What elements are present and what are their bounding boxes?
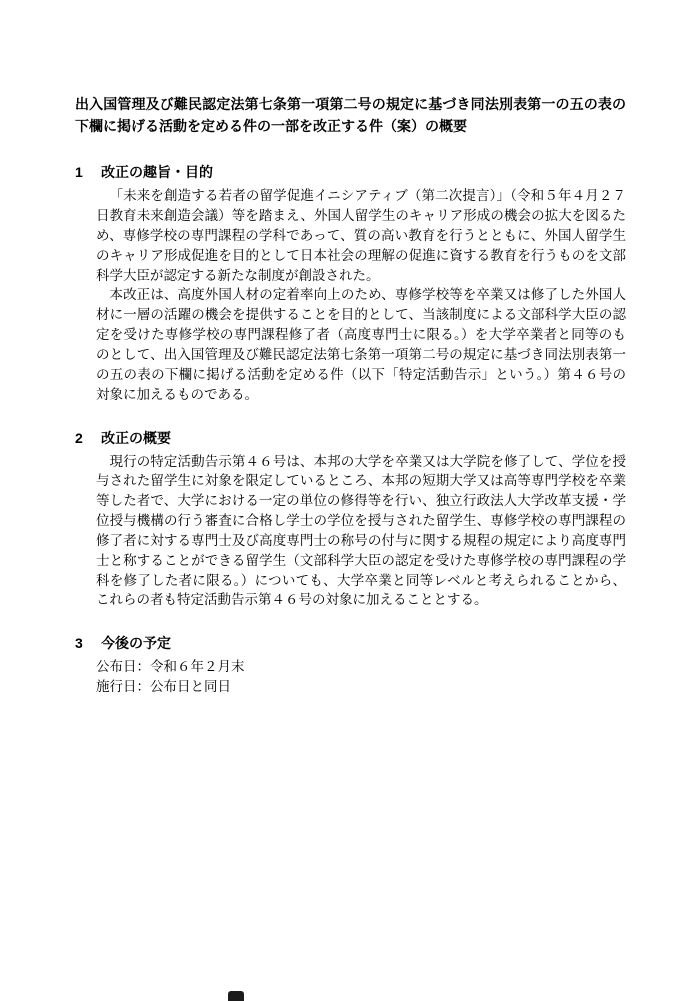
section-schedule xyxy=(75,633,626,697)
section-purpose-body xyxy=(96,186,626,404)
paragraph: 現行の特定活動告示第４６号は、本邦の大学を卒業又は大学院を修了して、学位を授与された留学生に対象を限定しているところ、本邦の短期大学又は高等専門学校を卒業等した者で、大学における一定の単位の修得等を行い、独立行政法人大学改革支援・学位授与機構の行う審査に合格し学士の学位を授与された留学生、専修学校の専門課程の修了者に対する専門士及び高度専門士の称号の付与に関する規程の規定により高度専門士と称することができる留学生（文部科学大臣の認定を受けた専修学校の専門課程の学科を修了した者に限る。）についても、大学卒業と同等レベルと考えられることから、これらの者も特定活動告示第４６号の対象に加えることとする。 xyxy=(96,453,626,608)
section-overview-number: 2 xyxy=(75,429,83,446)
page-bottom-mark xyxy=(228,991,244,1001)
section-overview-heading xyxy=(75,428,626,449)
section-schedule-body xyxy=(96,657,626,697)
section-schedule-number: 3 xyxy=(75,635,83,652)
schedule-enforcement-date: 施行日：公布日と同日 xyxy=(96,679,231,695)
section-overview xyxy=(75,428,626,611)
section-schedule-title: 今後の予定 xyxy=(101,635,171,652)
document-title: 出入国管理及び難民認定法第七条第一項第二号の規定に基づき同法別表第一の五の表の下欄に掲げる活動を定める件の一部を改正する件（案）の概要 xyxy=(75,96,626,135)
section-purpose xyxy=(75,162,626,404)
paragraph: 「未来を創造する若者の留学促進イニシアティブ（第二次提言）」（令和５年４月２７日教育未来創造会議）等を踏まえ、外国人留学生のキャリア形成の機会の拡大を図るため、専修学校の専門課程の学科であって、質の高い教育を行うとともに、外国人留学生のキャリア形成促進を目的として日本社会の理解の促進に資する教育を行うものを文部科学大臣が認定する新たな制度が創設された。 xyxy=(96,188,626,283)
section-overview-body xyxy=(96,452,626,611)
section-overview-title: 改正の概要 xyxy=(101,429,171,446)
section-schedule-heading xyxy=(75,633,626,654)
schedule-promulgation-date: 公布日：令和６年２月末 xyxy=(96,659,245,675)
section-purpose-heading xyxy=(75,162,626,183)
paragraph: 本改正は、高度外国人材の定着率向上のため、専修学校等を卒業又は修了した外国人材に一層の活躍の機会を提供することを目的として、当該制度による文部科学大臣の認定を受けた専修学校の専門課程修了者（高度専門士に限る。）を大学卒業者と同等のものとして、出入国管理及び難民認定法第七条第一項第二号の規定に基づき同法別表第一の五の表の下欄に掲げる活動を定める件（以下「特定活動告示」という。）第４６号の対象に加えるものである。 xyxy=(96,287,626,402)
section-purpose-number: 1 xyxy=(75,164,83,181)
section-purpose-title: 改正の趣旨・目的 xyxy=(101,164,213,181)
